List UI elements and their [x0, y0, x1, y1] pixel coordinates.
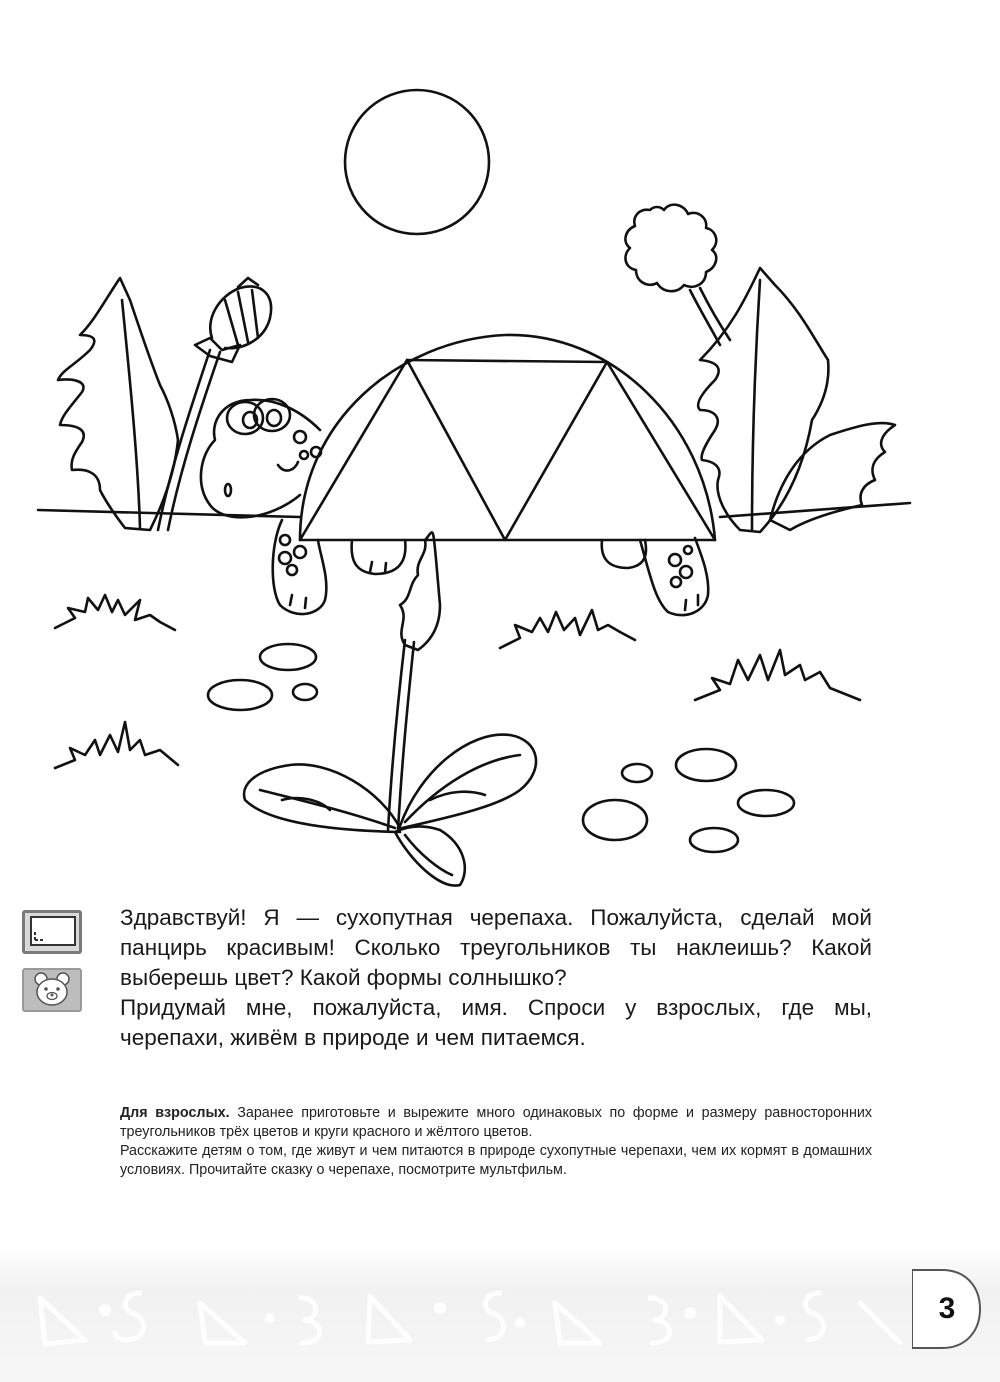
- page-number-tab: [912, 1268, 982, 1350]
- pebble: [690, 828, 738, 852]
- pebble: [293, 684, 317, 700]
- instructions-paragraph-2: Придумай мне, пожалуйста, имя. Спроси у взрослых, где мы, черепахи, живём в природе и чем питаемся.: [120, 995, 872, 1050]
- grass-tuft-4: [55, 722, 178, 768]
- bear-face-icon: [22, 968, 82, 1012]
- turtle-back-leg: [640, 538, 708, 615]
- adults-note: [120, 1104, 872, 1180]
- dandelion-fluff: [625, 205, 730, 345]
- grass-tuft-1: [55, 595, 175, 630]
- right-leaf: [698, 268, 828, 532]
- pebble: [738, 790, 794, 816]
- applique-frame-icon: [22, 910, 82, 954]
- pebble: [622, 764, 652, 782]
- pebble: [676, 749, 736, 781]
- sun-circle: [345, 90, 489, 234]
- page-number: 3: [938, 1292, 956, 1325]
- plantain-plant: [244, 532, 536, 885]
- left-leaf: [58, 278, 178, 530]
- grass-tuft-2: [500, 610, 635, 648]
- pebble: [208, 680, 272, 710]
- adults-note-paragraph-1: [120, 1104, 872, 1142]
- turtle-right-leg: [602, 540, 646, 568]
- instructions-paragraph-1: Здравствуй! Я — сухопутная черепаха. Пожалуйста, сделай мой панцирь красивым! Сколько треугольников ты наклеишь? Какой выберешь цвет? Какой формы солнышко?: [120, 905, 872, 990]
- pebble: [260, 644, 316, 670]
- adults-note-label: Для взрослых.: [120, 1105, 230, 1121]
- turtle-middle-leg: [352, 540, 406, 574]
- instructions-text: [120, 903, 872, 1053]
- right-small-leaf: [770, 423, 895, 530]
- adults-note-text-1: Заранее приготовьте и вырежите много одинаковых по форме и размеру равносторонних треугольников трёх цветов и круги красного и жёлтого цветов.: [120, 1105, 872, 1140]
- ground-line-right: [720, 503, 910, 517]
- turtle-shell: [300, 335, 715, 540]
- adults-note-paragraph-2: Расскажите детям о том, где живут и чем питаются в природе сухопутные черепахи, чем их кормят в домашних условиях. Прочитайте сказку о черепахе, посмотрите мультфильм.: [120, 1143, 872, 1178]
- grass-tuft-3: [695, 650, 860, 700]
- pebble: [583, 800, 647, 840]
- decorative-footer-band: [0, 1248, 1000, 1382]
